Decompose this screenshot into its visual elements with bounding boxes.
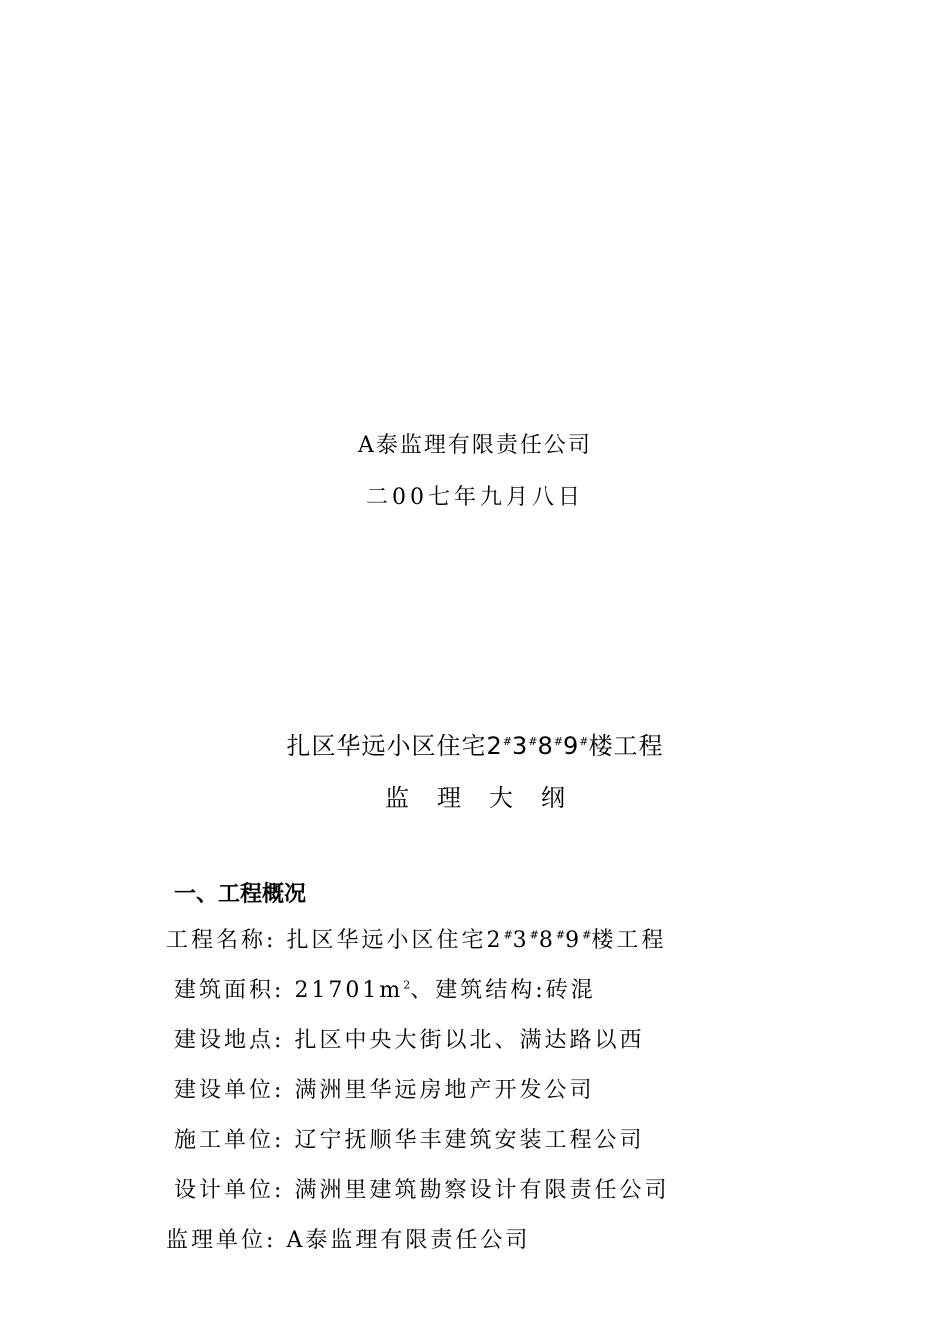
project-title-prefix: 扎区华远小区住宅 bbox=[286, 732, 487, 760]
info-label: 建设地点 bbox=[174, 1028, 275, 1053]
building-number: 8 bbox=[538, 928, 556, 953]
area-value: 21701m bbox=[294, 978, 404, 1003]
building-number: 9 bbox=[563, 732, 580, 760]
info-row-floor-area bbox=[166, 976, 866, 1026]
building-mark: # bbox=[502, 735, 512, 748]
info-row-designer bbox=[166, 1176, 866, 1226]
building-number: 2 bbox=[486, 732, 503, 760]
info-separator: : bbox=[274, 1178, 285, 1203]
info-value-suffix: 楼工程 bbox=[591, 928, 667, 953]
building-mark: # bbox=[528, 735, 538, 748]
building-number: 3 bbox=[512, 732, 529, 760]
project-title-suffix: 楼工程 bbox=[588, 732, 664, 760]
info-separator: : bbox=[274, 1028, 285, 1053]
info-label: 工程名称 bbox=[166, 928, 267, 953]
info-label: 设计单位 bbox=[174, 1178, 275, 1203]
building-mark: # bbox=[553, 735, 563, 748]
info-label: 建设单位 bbox=[174, 1078, 275, 1103]
info-row-project-name bbox=[166, 926, 866, 976]
structure-info: 、建筑结构:砖混 bbox=[410, 978, 596, 1003]
info-label: 监理单位 bbox=[166, 1228, 267, 1253]
info-value: 辽宁抚顺华丰建筑安装工程公司 bbox=[294, 1128, 645, 1153]
info-label: 施工单位 bbox=[174, 1128, 275, 1153]
cover-company-name: A泰监理有限责任公司 bbox=[358, 433, 592, 458]
info-row-contractor bbox=[166, 1126, 866, 1176]
info-label: 建筑面积 bbox=[174, 978, 275, 1003]
info-separator: : bbox=[266, 928, 277, 953]
info-value: 满洲里华远房地产开发公司 bbox=[294, 1078, 595, 1103]
info-row-owner bbox=[166, 1076, 866, 1126]
project-title bbox=[0, 726, 950, 761]
info-value: 扎区中央大街以北、满达路以西 bbox=[294, 1028, 645, 1053]
info-row-supervisor bbox=[166, 1226, 866, 1276]
building-mark: # bbox=[529, 928, 539, 942]
project-info-list bbox=[166, 926, 866, 1276]
info-row-location bbox=[166, 1026, 866, 1076]
building-mark: # bbox=[582, 928, 592, 942]
info-value: A泰监理有限责任公司 bbox=[286, 1228, 531, 1253]
info-separator: : bbox=[274, 978, 285, 1003]
document-title: 监理大纲 bbox=[385, 784, 593, 812]
section-heading: 一、工程概况 bbox=[174, 882, 307, 907]
info-separator: : bbox=[274, 1078, 285, 1103]
info-value: 扎区华远小区住宅 bbox=[286, 928, 487, 953]
building-number: 8 bbox=[537, 732, 554, 760]
info-separator: : bbox=[274, 1128, 285, 1153]
building-number: 9 bbox=[565, 928, 583, 953]
info-value: 满洲里建筑勘察设计有限责任公司 bbox=[294, 1178, 670, 1203]
info-separator: : bbox=[266, 1228, 277, 1253]
building-number: 2 bbox=[486, 928, 504, 953]
building-mark: # bbox=[503, 928, 513, 942]
area-unit-superscript: 2 bbox=[403, 978, 411, 992]
building-mark: # bbox=[555, 928, 566, 942]
building-mark: # bbox=[579, 735, 589, 748]
building-number: 3 bbox=[512, 928, 530, 953]
cover-date: 二00七年九月八日 bbox=[366, 485, 584, 510]
